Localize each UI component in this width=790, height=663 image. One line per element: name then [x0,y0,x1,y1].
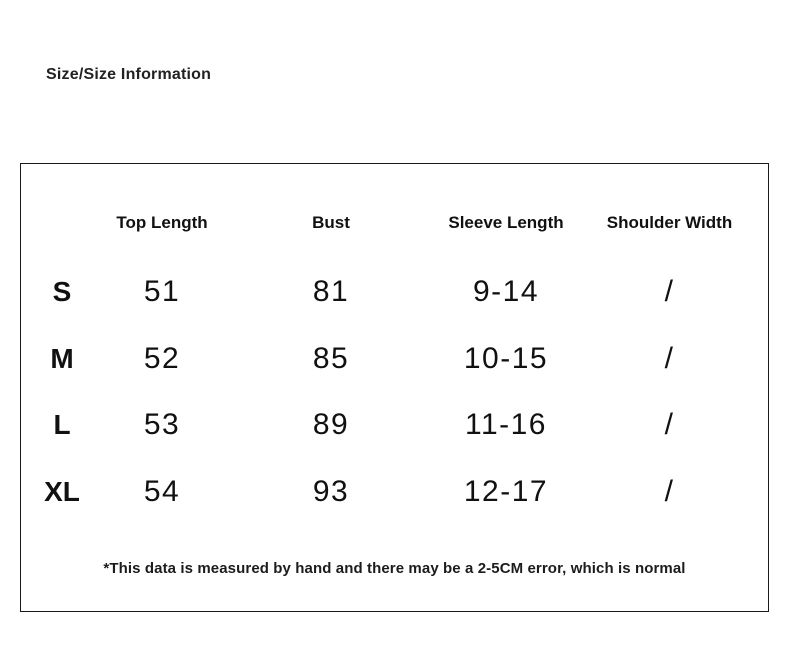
size-section-heading: Size/Size Information [46,66,212,83]
top-length-value: 51 [143,275,181,309]
shoulder-width-value: / [664,474,675,508]
table-row-size-s [21,259,768,326]
bust-value: 85 [312,341,350,375]
measurement-disclaimer-text: *This data is measured by hand and there may be a 2-5CM error, which is normal [103,559,686,577]
size-column-header-blank [21,201,103,223]
bust-value: 89 [312,408,350,442]
column-header-top-length: Top Length [116,212,208,232]
measurement-disclaimer-row [21,525,768,611]
sleeve-length-value: 11-16 [464,408,547,442]
column-header-sleeve-length: Sleeve Length [448,212,564,232]
sleeve-length-value: 12-17 [463,474,549,508]
top-length-value: 52 [143,341,181,375]
table-row-size-m [21,326,768,393]
column-header-bust: Bust [312,212,350,232]
shoulder-width-value: / [664,341,675,375]
shoulder-width-value: / [664,275,675,309]
size-table-header-row [21,164,768,259]
bust-value: 81 [312,275,350,309]
table-row-size-l [21,392,768,459]
size-chart-table [20,163,769,612]
size-row-label: L [53,409,71,441]
top-length-value: 53 [143,408,181,442]
size-row-label: M [50,342,74,374]
bust-value: 93 [312,474,350,508]
sleeve-length-value: 9-14 [472,275,540,309]
shoulder-width-value: / [664,408,675,442]
column-header-shoulder-width: Shoulder Width [606,212,733,232]
table-row-size-xl [21,459,768,526]
size-row-label: S [52,276,72,308]
top-length-value: 54 [143,474,181,508]
size-row-label: XL [44,475,80,507]
sleeve-length-value: 10-15 [463,341,549,375]
